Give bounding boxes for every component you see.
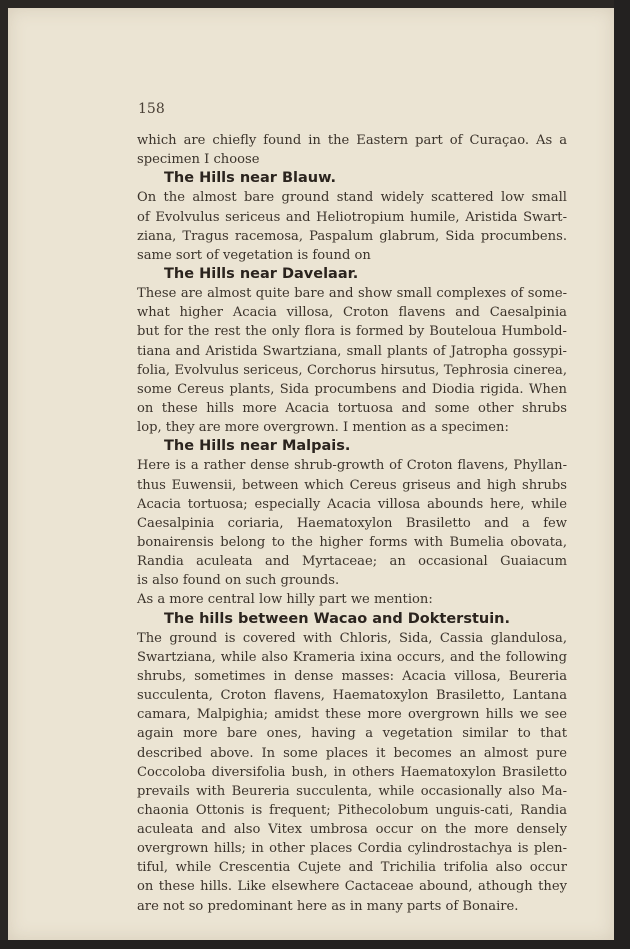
text-line: specimen I choose [137,152,260,168]
text-line: bonairensis belong to the higher forms with Bumelia obovata, [137,534,567,550]
text-line: again more bare ones, having a vegetation similar to that [137,726,567,742]
section-heading: The Hills near Davelaar. [164,265,359,282]
text-line: what higher Acacia villosa, Croton flavens and Caesalpinia [137,305,567,321]
text-line: but for the rest the only flora is formed by Bouteloua Humbold- [137,324,567,340]
text-line: As a more central low hilly part we mention: [137,592,433,608]
text-line: of Evolvulus sericeus and Heliotropium humile, Aristida Swart- [137,209,567,225]
body-text [137,131,567,916]
text-line: prevails with Beureria succulenta, while occasionally also Ma- [137,783,567,799]
text-line: tiful, while Crescentia Cujete and Trichilia trifolia also occur [137,860,567,876]
text-line: chaonia Ottonis is frequent; Pithecolobum unguis-cati, Randia [137,802,567,818]
section-heading: The Hills near Malpais. [164,438,351,455]
text-line: These are almost quite bare and show small complexes of some- [137,286,567,302]
text-line: camara, Malpighia; amidst these more overgrown hills we see [137,707,567,723]
text-line: same sort of vegetation is found on [137,247,371,263]
text-line: thus Euwensii, between which Cereus griseus and high shrubs [137,477,567,493]
text-line: Acacia tortuosa; especially Acacia villosa abounds here, while [137,496,567,512]
text-line: folia, Evolvulus sericeus, Corchorus hirsutus, Tephrosia cinerea, [137,362,567,378]
text-line: Coccoloba diversifolia bush, in others Haematoxylon Brasiletto [137,764,567,780]
section-heading: The Hills near Blauw. [164,170,337,187]
text-line: overgrown hills; in other places Cordia cylindrostachya is plen- [137,841,567,857]
text-line: on these hills more Acacia tortuosa and some other shrubs [137,400,567,416]
book-page [8,8,614,940]
text-line: Randia aculeata and Myrtaceae; an occasional Guaiacum [137,554,567,570]
page-number: 158 [138,101,165,117]
text-line: The ground is covered with Chloris, Sida, Cassia glandulosa, [137,630,567,646]
text-line: succulenta, Croton flavens, Haematoxylon Brasiletto, Lantana [137,688,567,704]
text-line: On the almost bare ground stand widely scattered low small [137,190,567,206]
text-line: are not so predominant here as in many parts of Bonaire. [137,898,519,914]
text-line: aculeata and also Vitex umbrosa occur on the more densely [137,822,567,838]
text-line: tiana and Aristida Swartziana, small plants of Jatropha gossypi- [137,343,567,359]
text-line: shrubs, sometimes in dense masses: Acacia villosa, Beureria [137,668,567,684]
text-line: some Cereus plants, Sida procumbens and Diodia rigida. When [137,381,567,397]
text-line: which are chiefly found in the Eastern part of Curaçao. As a [137,133,567,148]
text-line: is also found on such grounds. [137,573,340,589]
text-line: Caesalpinia coriaria, Haematoxylon Brasiletto and a few [137,515,567,531]
text-line: Swartziana, while also Krameria ixina occurs, and the following [137,649,567,665]
text-line: Here is a rather dense shrub-growth of Croton flavens, Phyllan- [137,458,567,474]
text-line: ziana, Tragus racemosa, Paspalum glabrum, Sida procumbens. [137,228,567,244]
section-heading: The hills between Wacao and Dokterstuin. [164,610,511,627]
scan-edge-bottom [0,940,630,949]
text-line: on these hills. Like elsewhere Cactaceae abound, athough they [137,879,567,895]
scan-edge-right [614,0,630,949]
text-line: described above. In some places it becomes an almost pure [137,745,567,761]
text-line: lop, they are more overgrown. I mention as a specimen: [137,420,509,436]
